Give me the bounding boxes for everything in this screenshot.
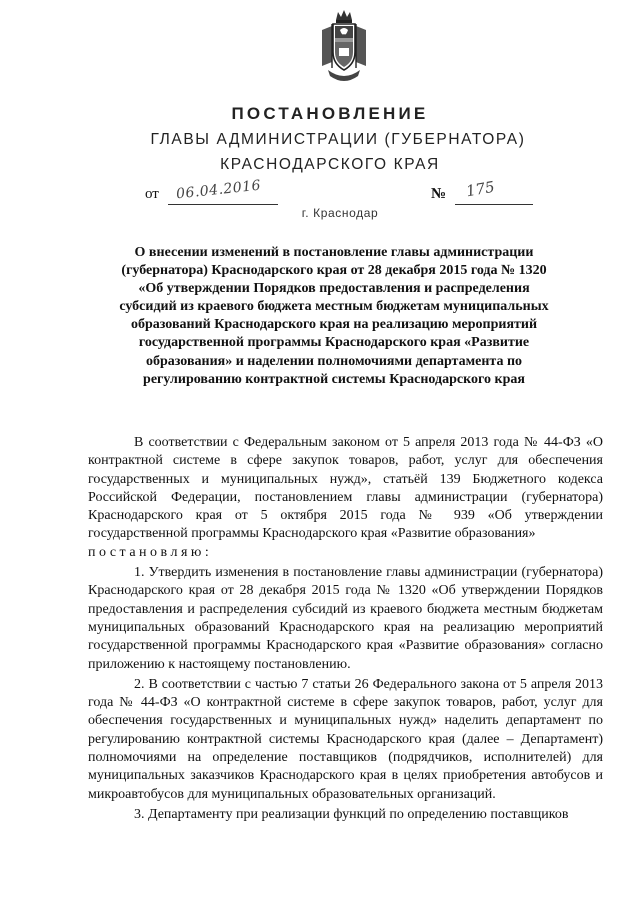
number-prefix: №: [431, 186, 447, 202]
decree-word: постановляю:: [88, 544, 213, 560]
handwritten-number: 175: [464, 177, 496, 201]
preamble-paragraph: В соответствии с Федеральным законом от 5 апреля 2013 года № 44-ФЗ «О контрактной системе в сфере закупок товаров, работ, услуг для обеспечения государственных и муниципальных нужд», статьёй 139 Бюджетного кодекса Российской Федерации, постановлением главы администрации (губернатора) Краснодарского края от 5 октября 2015 года № 939 «Об утверждении государственной программы Краснодарского края «Развитие образования»: [88, 435, 603, 542]
coat-of-arms-icon: [318, 6, 370, 86]
city-line: г. Краснодар: [301, 206, 379, 220]
date-underline: [168, 204, 278, 205]
handwritten-date: 06.04.2016: [175, 177, 262, 203]
clause-1: 1. Утвердить изменения в постановление главы администрации (губернатора) Краснодарского края от 28 декабря 2015 года № 1320 «Об утверждении Порядков предоставления и распределения субсидий из краевого бюджета местным бюджетам муниципальных образований Краснодарского края на реализацию мероприятий государственной программы Краснодарского края «Развитие образования» согласно приложению к настоящему постановлению.: [88, 565, 603, 672]
document-title: ПОСТАНОВЛЕНИЕ: [231, 104, 429, 123]
document-body: [88, 434, 603, 824]
clause-2: 2. В соответствии с частью 7 статьи 26 Федерального закона от 5 апреля 2013 года № 44-ФЗ «О контрактной системе в сфере закупок товаров, работ, услуг для обеспечения государственных и муниципальных нужд» наделить департамент по регулированию контрактной системы Краснодарского края (далее – Департамент) полномочиями на определение поставщиков (подрядчиков, исполнителей) для муниципальных заказчиков Краснодарского края в целях приобретения автобусов и микроавтобусов для муниципальных образовательных организаций.: [88, 676, 603, 802]
issuer-line-1: ГЛАВЫ АДМИНИСТРАЦИИ (ГУБЕРНАТОРА): [150, 131, 526, 148]
clause-3: 3. Департаменту при реализации функций по определению поставщиков: [134, 806, 569, 822]
date-prefix: от: [145, 186, 159, 202]
document-subject: О внесении изменений в постановление главы администрации (губернатора) Краснодарского края от 28 декабря 2015 года № 1320 «Об утверждении Порядков предоставления и распределения субсидий из краевого бюджета местным бюджетам муниципальных образований Краснодарского края на реализацию мероприятий государственной программы Краснодарского края «Развитие образования» и наделении полномочиями департамента по регулированию контрактной системы Краснодарского края: [119, 245, 549, 387]
issuer-line-2: КРАСНОДАРСКОГО КРАЯ: [220, 156, 440, 173]
number-underline: [455, 204, 533, 205]
